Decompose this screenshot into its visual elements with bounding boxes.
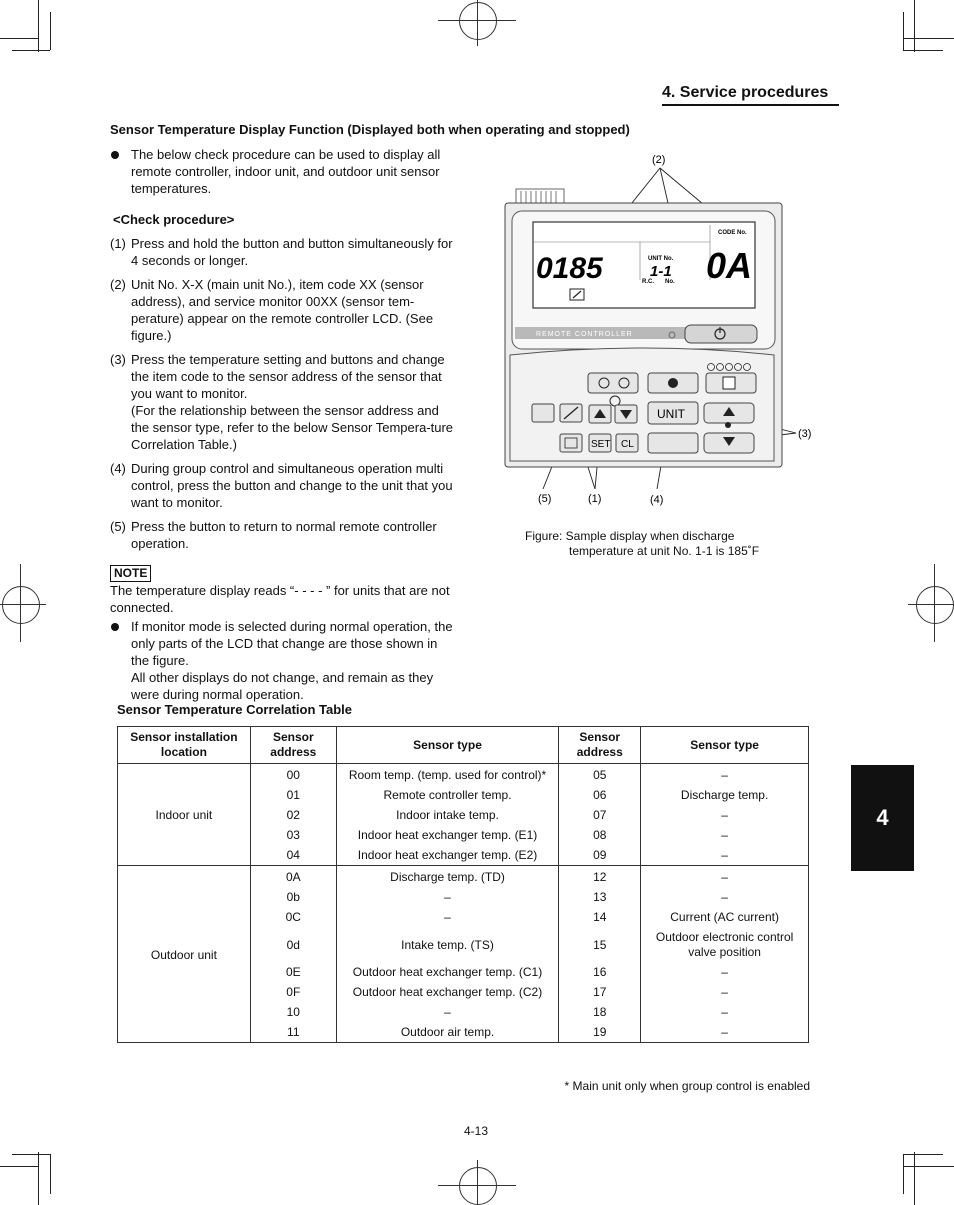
- note-bullet-text: If monitor mode is selected during normal operation, the only parts of the LCD that change are those shown in the figure.: [131, 619, 453, 668]
- crop-mark: [903, 12, 904, 50]
- registration-mark: [2, 586, 40, 624]
- step-1: [110, 235, 455, 269]
- address-cell: 0C: [250, 907, 336, 927]
- location-cell: Outdoor unit: [118, 866, 251, 1043]
- step-number: (4): [110, 461, 126, 476]
- crop-mark: [914, 0, 915, 52]
- louver-button[interactable]: [648, 433, 698, 453]
- address-cell: 04: [250, 845, 336, 866]
- registration-mark: [908, 604, 954, 605]
- caption-line-1: Figure: Sample display when discharge: [525, 529, 735, 543]
- table-footnote: * Main unit only when group control is enabled: [564, 1079, 810, 1093]
- type-cell: Remote controller temp.: [336, 785, 559, 805]
- registration-mark: [477, 0, 478, 46]
- cl-button-label: CL: [621, 439, 634, 450]
- step-text: Press and hold the button and button simultaneously for 4 seconds or longer.: [131, 236, 453, 268]
- lcd-rc-label: R.C.: [642, 279, 654, 285]
- type-cell: –: [641, 1022, 809, 1043]
- unit-button-label: UNIT: [657, 407, 685, 421]
- timer-mode-button[interactable]: [588, 373, 638, 393]
- address-cell: 0A: [250, 866, 336, 888]
- table-title: Sensor Temperature Correlation Table: [117, 702, 353, 717]
- power-button[interactable]: [685, 325, 757, 343]
- type-cell: Indoor heat exchanger temp. (E1): [336, 825, 559, 845]
- type-cell: Indoor intake temp.: [336, 805, 559, 825]
- registration-mark: [20, 564, 21, 642]
- callout-4: (4): [650, 494, 664, 506]
- caption-line-2: temperature at unit No. 1-1 is 185˚F: [569, 544, 760, 558]
- address-cell: 18: [559, 1002, 641, 1022]
- lcd-unit-number: 1-1: [650, 263, 672, 280]
- step-text: During group control and simultaneous operation multi control, press the button and change to the unit that you want to monitor.: [131, 461, 453, 510]
- step-3: [110, 351, 455, 453]
- vent-button[interactable]: [532, 404, 554, 422]
- bullet-icon: [111, 623, 119, 631]
- type-cell: –: [641, 805, 809, 825]
- check-procedure-title: <Check procedure>: [113, 212, 235, 227]
- brand-strip-text: REMOTE CONTROLLER: [536, 331, 633, 338]
- crop-mark: [50, 1154, 51, 1194]
- step-2: [110, 276, 455, 344]
- table-row: [118, 866, 809, 888]
- step-number: (5): [110, 519, 126, 534]
- step-text: Unit No. X-X (main unit No.), item code XX (sensor address), and service monitor 00XX (sensor tem-perature) appear on the remote controller LCD. (See figure.): [131, 277, 434, 343]
- note-text: The temperature display reads “- - - - ” for units that are not connected.: [110, 583, 450, 615]
- address-cell: 03: [250, 825, 336, 845]
- crop-mark: [12, 50, 50, 51]
- lcd-unit-label: UNIT No.: [648, 256, 674, 262]
- type-cell: –: [641, 1002, 809, 1022]
- type-cell: –: [641, 887, 809, 907]
- header-type-2: Sensor type: [641, 727, 809, 764]
- type-cell: –: [641, 764, 809, 786]
- type-cell: Outdoor heat exchanger temp. (C1): [336, 962, 559, 982]
- sensor-correlation-table: [117, 726, 809, 1043]
- callout-5: (5): [538, 493, 552, 505]
- type-cell: Indoor heat exchanger temp. (E2): [336, 845, 559, 866]
- lcd-no-label: No.: [665, 279, 675, 285]
- type-cell: –: [641, 825, 809, 845]
- crop-mark: [903, 1166, 954, 1167]
- registration-mark: [934, 564, 935, 642]
- type-cell: –: [336, 887, 559, 907]
- step-text: Press the button to return to normal remote controller operation.: [131, 519, 437, 551]
- type-cell: Outdoor air temp.: [336, 1022, 559, 1043]
- address-cell: 16: [559, 962, 641, 982]
- note-label: NOTE: [110, 565, 151, 582]
- registration-mark: [459, 2, 497, 40]
- registration-mark: [477, 1160, 478, 1205]
- step-4: [110, 460, 455, 511]
- address-cell: 02: [250, 805, 336, 825]
- type-cell: –: [641, 962, 809, 982]
- louver-icon: [723, 377, 735, 389]
- address-cell: 0F: [250, 982, 336, 1002]
- address-cell: 0d: [250, 927, 336, 962]
- crop-mark: [38, 1152, 39, 1205]
- address-cell: 0b: [250, 887, 336, 907]
- header-location: Sensor installation location: [118, 727, 251, 764]
- type-cell: Outdoor electronic control valve position: [641, 927, 809, 962]
- thermometer-icon: [725, 422, 731, 428]
- intro-bullet: [110, 146, 455, 197]
- intro-text: The below check procedure can be used to display all remote controller, indoor unit, and outdoor unit sensor temperatures.: [131, 147, 441, 196]
- procedure-column: [110, 146, 455, 711]
- page-heading: Sensor Temperature Display Function (Displayed both when operating and stopped): [110, 122, 630, 137]
- note-bullet-subtext: All other displays do not change, and remain as they were during normal operation.: [131, 670, 434, 702]
- header-type: Sensor type: [336, 727, 559, 764]
- crop-mark: [903, 50, 943, 51]
- address-cell: 13: [559, 887, 641, 907]
- lcd-code-label: CODE No.: [718, 230, 747, 236]
- crop-mark: [38, 0, 39, 52]
- address-cell: 05: [559, 764, 641, 786]
- section-title: 4. Service procedures: [662, 84, 829, 101]
- type-cell: –: [336, 1002, 559, 1022]
- type-cell: –: [641, 982, 809, 1002]
- address-cell: 12: [559, 866, 641, 888]
- step-5: [110, 518, 455, 552]
- address-cell: 06: [559, 785, 641, 805]
- header-address-2: Sensor address: [559, 727, 641, 764]
- step-subtext: (For the relationship between the sensor address and the sensor type, refer to the below Sensor Tempera-ture Correlation Table.): [131, 403, 454, 452]
- remote-controller-figure: [500, 145, 820, 515]
- address-cell: 14: [559, 907, 641, 927]
- address-cell: 00: [250, 764, 336, 786]
- crop-mark: [12, 1154, 50, 1155]
- filter-button[interactable]: [560, 434, 582, 452]
- type-cell: –: [641, 866, 809, 888]
- crop-mark: [50, 12, 51, 50]
- step-text: Press the temperature setting and buttons and change the item code to the sensor address of the sensor that you want to monitor.: [131, 352, 445, 401]
- type-cell: Room temp. (temp. used for control)*: [336, 764, 559, 786]
- header-address: Sensor address: [250, 727, 336, 764]
- lcd-temperature: 0185: [536, 252, 603, 285]
- callout-1: (1): [588, 493, 602, 505]
- address-cell: 07: [559, 805, 641, 825]
- step-number: (3): [110, 352, 126, 367]
- address-cell: 10: [250, 1002, 336, 1022]
- bullet-icon: [111, 151, 119, 159]
- set-button-label: SET: [591, 439, 611, 450]
- registration-mark: [0, 604, 46, 605]
- type-cell: Discharge temp. (TD): [336, 866, 559, 888]
- table-row: [118, 764, 809, 786]
- registration-mark: [916, 586, 954, 624]
- callout-2: (2): [652, 154, 666, 166]
- callout-3: (3): [798, 428, 812, 440]
- address-cell: 15: [559, 927, 641, 962]
- address-cell: 11: [250, 1022, 336, 1043]
- type-cell: Current (AC current): [641, 907, 809, 927]
- crop-mark: [903, 1154, 904, 1194]
- type-cell: –: [641, 845, 809, 866]
- step-number: (2): [110, 277, 126, 292]
- type-cell: –: [336, 907, 559, 927]
- crop-mark: [903, 38, 954, 39]
- section-rule: [662, 104, 839, 106]
- figure-caption: [525, 529, 759, 559]
- table-header-row: [118, 727, 809, 764]
- chapter-tab: 4: [851, 765, 914, 871]
- crop-mark: [0, 1166, 38, 1167]
- address-cell: 08: [559, 825, 641, 845]
- crop-mark: [903, 1154, 943, 1155]
- address-cell: 09: [559, 845, 641, 866]
- note-bullet: [110, 618, 455, 703]
- registration-mark: [459, 1167, 497, 1205]
- address-cell: 17: [559, 982, 641, 1002]
- type-cell: Outdoor heat exchanger temp. (C2): [336, 982, 559, 1002]
- type-cell: Discharge temp.: [641, 785, 809, 805]
- address-cell: 01: [250, 785, 336, 805]
- fan-icon: [668, 378, 678, 388]
- address-cell: 19: [559, 1022, 641, 1043]
- location-cell: Indoor unit: [118, 764, 251, 866]
- crop-mark: [0, 38, 38, 39]
- crop-mark: [914, 1152, 915, 1205]
- type-cell: Intake temp. (TS): [336, 927, 559, 962]
- page-number: 4-13: [464, 1124, 489, 1138]
- lcd-item-code: 0A: [706, 245, 753, 286]
- step-number: (1): [110, 236, 126, 251]
- address-cell: 0E: [250, 962, 336, 982]
